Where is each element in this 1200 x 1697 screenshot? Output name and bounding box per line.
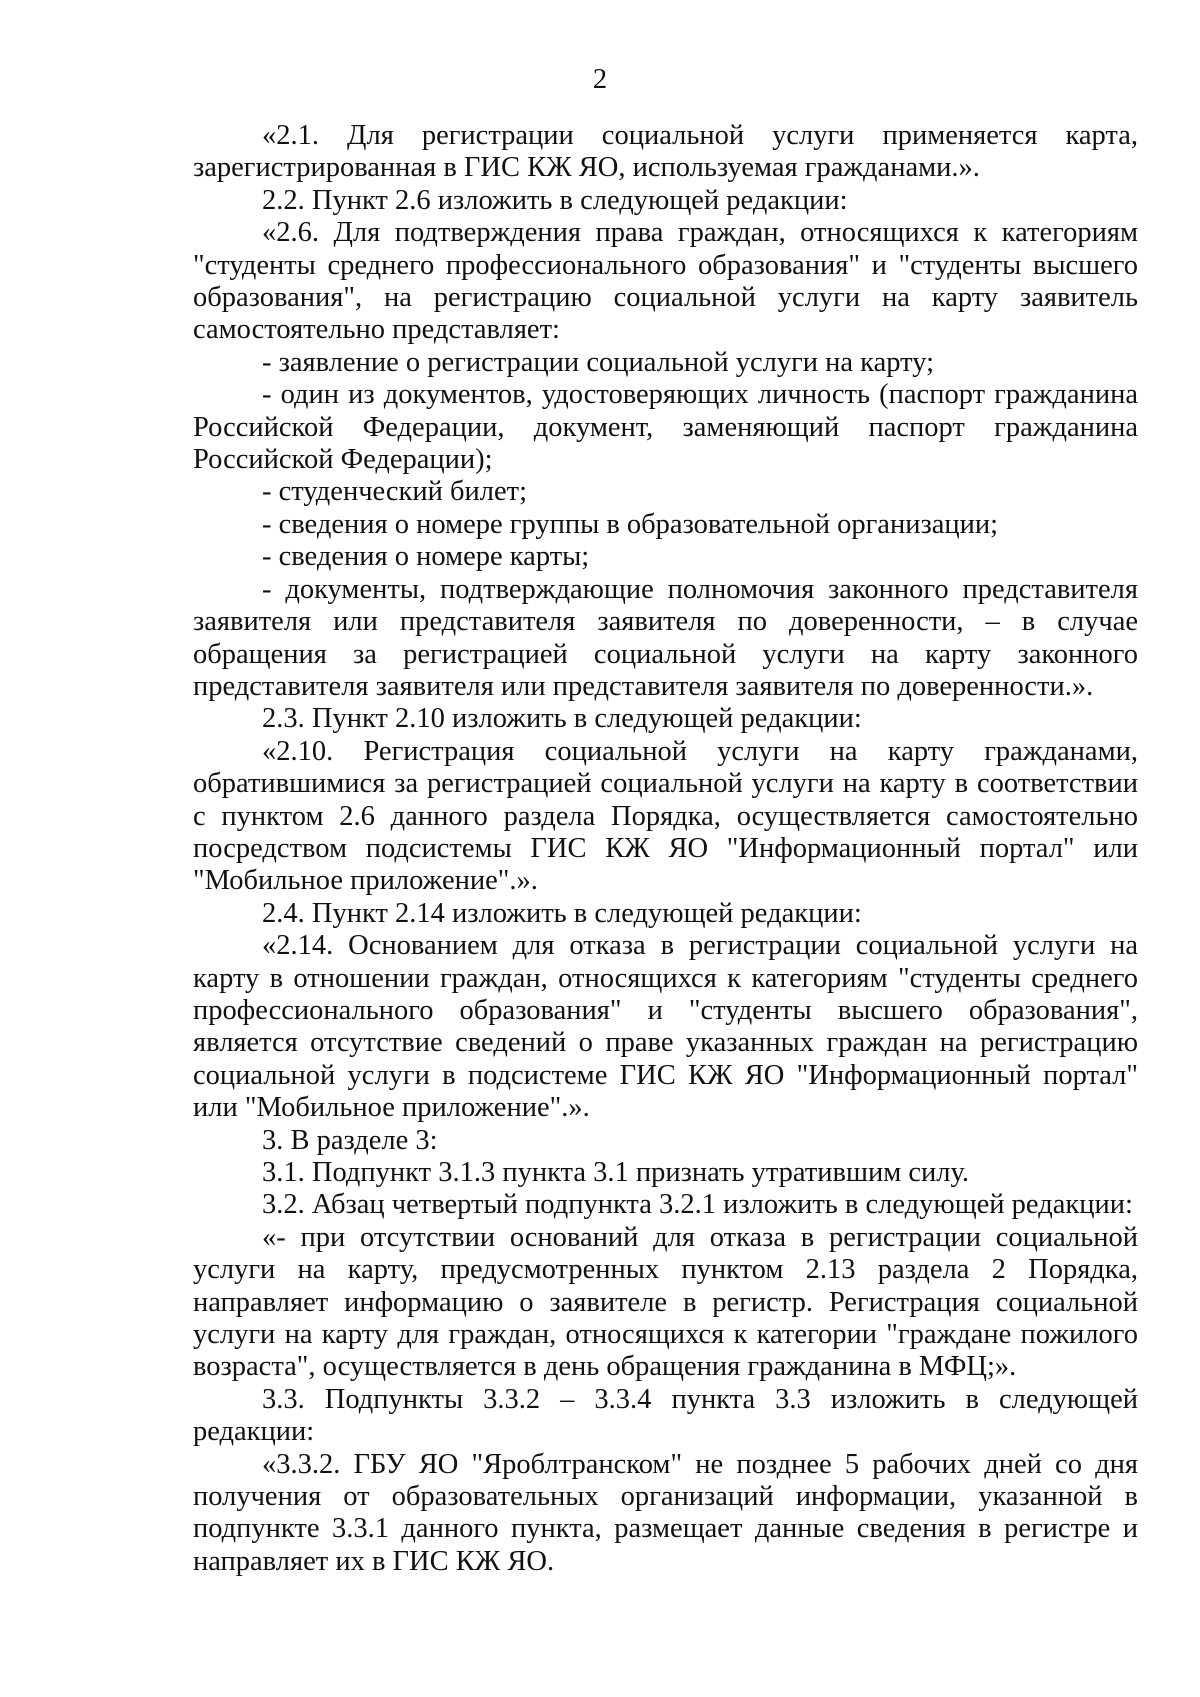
paragraph-3-2-heading: 3.2. Абзац четвертый подпункта 3.2.1 изложить в следующей редакции: <box>262 1189 1133 1221</box>
paragraph-2-1: «2.1. Для регистрации социальной услуги применяется карта, зарегистрированная в ГИС КЖ ЯО, используемая гражданами.». <box>193 120 1138 184</box>
list-item-group-number: - сведения о номере группы в образовательной организации; <box>262 508 999 540</box>
section-3-heading: 3. В разделе 3: <box>262 1124 438 1156</box>
paragraph-2-6: «2.6. Для подтверждения права граждан, относящихся к категориям "студенты среднего профессионального образования" и "студенты высшего образования", на регистрацию социальной услуги на карту заявитель самостоятельно представляет: <box>193 217 1138 346</box>
list-item-application: - заявление о регистрации социальной услуги на карту; <box>262 346 934 378</box>
paragraph-2-3-heading: 2.3. Пункт 2.10 изложить в следующей редакции: <box>262 703 862 735</box>
paragraph-2-14: «2.14. Основанием для отказа в регистрации социальной услуги на карту в отношении граждан, относящихся к категориям "студенты среднего профессионального образования" и "студенты высшего образования", является отсутствие сведений о праве указанных граждан на регистрацию социальной услуги в подсистеме ГИС КЖ ЯО "Информационный портал" или "Мобильное приложение".». <box>193 930 1138 1124</box>
list-item-student-card: - студенческий билет; <box>262 476 528 508</box>
paragraph-2-2-heading: 2.2. Пункт 2.6 изложить в следующей редакции: <box>262 184 848 216</box>
paragraph-2-10: «2.10. Регистрация социальной услуги на карту гражданами, обратившимися за регистрацией социальной услуги на карту в соответствии с пунктом 2.6 данного раздела Порядка, осуществляется самостоятельно посредством подсистемы ГИС КЖ ЯО "Информационный портал" или "Мобильное приложение".». <box>193 735 1138 897</box>
paragraph-3-1: 3.1. Подпункт 3.1.3 пункта 3.1 признать утратившим силу. <box>262 1157 970 1188</box>
document-body <box>193 120 1138 1578</box>
page-number: 2 <box>592 64 608 95</box>
paragraph-3-3-heading: 3.3. Подпункты 3.3.2 – 3.3.4 пункта 3.3 изложить в следующей редакции: <box>193 1383 1138 1448</box>
list-item-representative-documents: - документы, подтверждающие полномочия законного представителя заявителя или представителя заявителя по доверенности, – в случае обращения за регистрацией социальной услуги на карту законного представителя заявителя или представителя заявителя по доверенности.». <box>193 573 1138 702</box>
paragraph-2-4-heading: 2.4. Пункт 2.14 изложить в следующей редакции: <box>262 897 862 929</box>
paragraph-3-2-1-abzac: «- при отсутствии оснований для отказа в регистрации социальной услуги на карту, предусмотренных пунктом 2.13 раздела 2 Порядка, направляет информацию о заявителе в регистр. Регистрация социальной услуги на карту для граждан, относящихся к категории "граждане пожилого возраста", осуществляется в день обращения гражданина в МФЦ;». <box>193 1221 1138 1383</box>
list-item-identity-document: - один из документов, удостоверяющих личность (паспорт гражданина Российской Федерации, документ, заменяющий паспорт гражданина Российской Федерации); <box>193 379 1138 476</box>
paragraph-3-3-2: «3.3.2. ГБУ ЯО "Яроблтранском" не позднее 5 рабочих дней со дня получения от образовательных организаций информации, указанной в подпункте 3.3.1 данного пункта, размещает данные сведения в регистре и направляет их в ГИС КЖ ЯО. <box>193 1448 1138 1577</box>
list-item-card-number: - сведения о номере карты; <box>262 541 590 573</box>
